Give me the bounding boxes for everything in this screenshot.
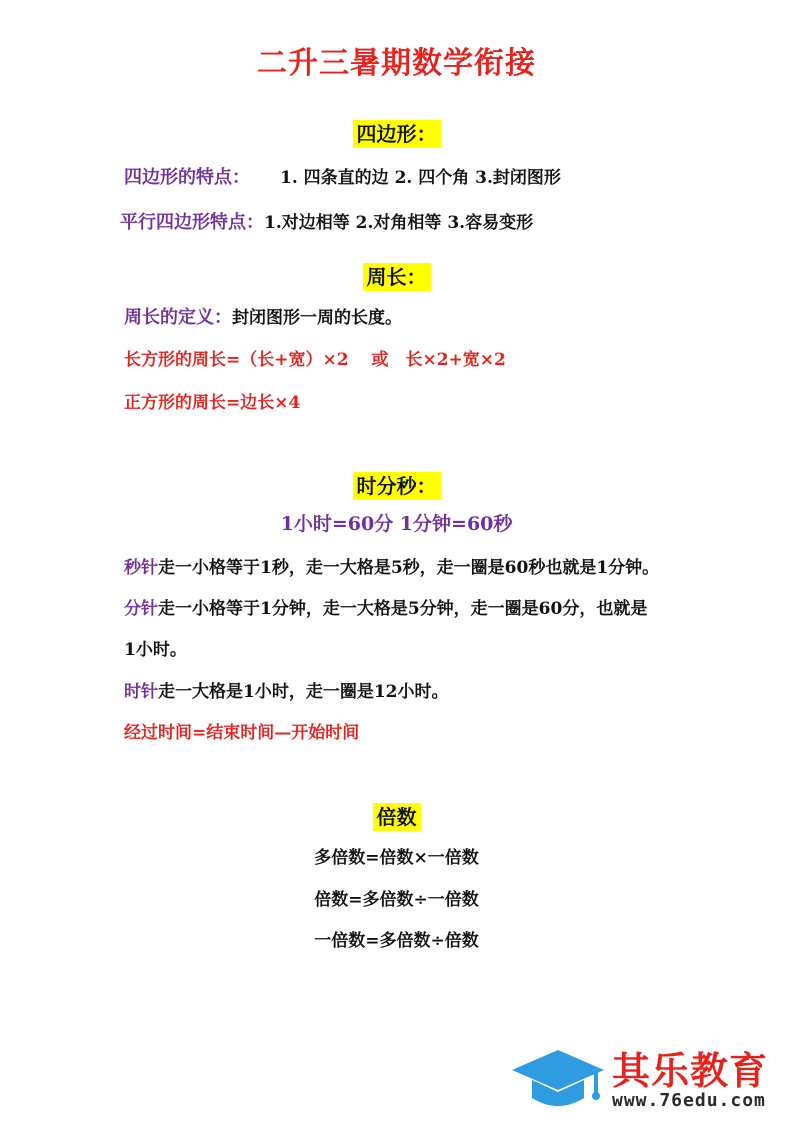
minute-hand-text-cont: 1小时。 xyxy=(124,640,187,660)
minute-hand-label: 分针 xyxy=(124,599,158,619)
hour-hand-line xyxy=(124,680,449,704)
second-hand-label: 秒针 xyxy=(124,558,158,578)
elapsed-time-formula: 经过时间=结束时间—开始时间 xyxy=(124,723,360,743)
time-conversion: 1小时=60分 1分钟=60秒 xyxy=(280,513,513,535)
multiple-heading: 倍数 xyxy=(373,803,421,831)
square-perimeter-formula: 正方形的周长=边长×4 xyxy=(124,393,301,413)
multiple-formula-2: 倍数=多倍数÷一倍数 xyxy=(314,890,479,910)
perimeter-def-text: 封闭图形一周的长度。 xyxy=(232,308,402,328)
perimeter-def-label: 周长的定义： xyxy=(124,307,232,328)
quad-feature-label: 四边形的特点： xyxy=(124,167,250,188)
second-hand-line xyxy=(124,556,659,580)
multiple-formula-1: 多倍数=倍数×一倍数 xyxy=(314,848,479,868)
brand-logo xyxy=(510,1040,790,1114)
graduation-cap-icon xyxy=(510,1046,606,1114)
second-hand-text: 走一小格等于1秒，走一大格是5秒，走一圈是60秒也就是1分钟。 xyxy=(158,558,660,578)
perimeter-heading-wrap xyxy=(0,263,793,291)
minute-hand-text: 走一小格等于1分钟，走一大格是5分钟，走一圈是60分，也就是 xyxy=(158,599,648,619)
quad-heading: 四边形： xyxy=(353,120,441,148)
multiple-formula-3: 一倍数=多倍数÷倍数 xyxy=(314,931,479,951)
time-heading: 时分秒： xyxy=(353,472,441,500)
minute-hand-line xyxy=(124,597,647,621)
brand-name: 其乐教育 xyxy=(612,1049,769,1093)
page-title: 二升三暑期数学衔接 xyxy=(257,46,536,81)
para-feature-label: 平行四边形特点： xyxy=(120,212,264,233)
rect-perimeter-formula: 长方形的周长=（长+宽）×2 或 长×2+宽×2 xyxy=(124,350,506,370)
hour-hand-text: 走一大格是1小时，走一圈是12小时。 xyxy=(158,682,449,702)
quad-feature-line xyxy=(124,166,561,190)
para-feature-line xyxy=(120,211,533,235)
hour-hand-label: 时针 xyxy=(124,682,158,702)
quad-feature-text: 1. 四条直的边 2. 四个角 3.封闭图形 xyxy=(280,168,561,188)
quad-heading-wrap xyxy=(0,120,793,148)
brand-url: www.76edu.com xyxy=(612,1090,766,1111)
para-feature-text: 1.对边相等 2.对角相等 3.容易变形 xyxy=(264,213,534,233)
time-heading-wrap xyxy=(0,472,793,500)
perimeter-def-line xyxy=(124,306,402,330)
multiple-heading-wrap xyxy=(0,803,793,831)
perimeter-heading: 周长： xyxy=(363,263,431,291)
